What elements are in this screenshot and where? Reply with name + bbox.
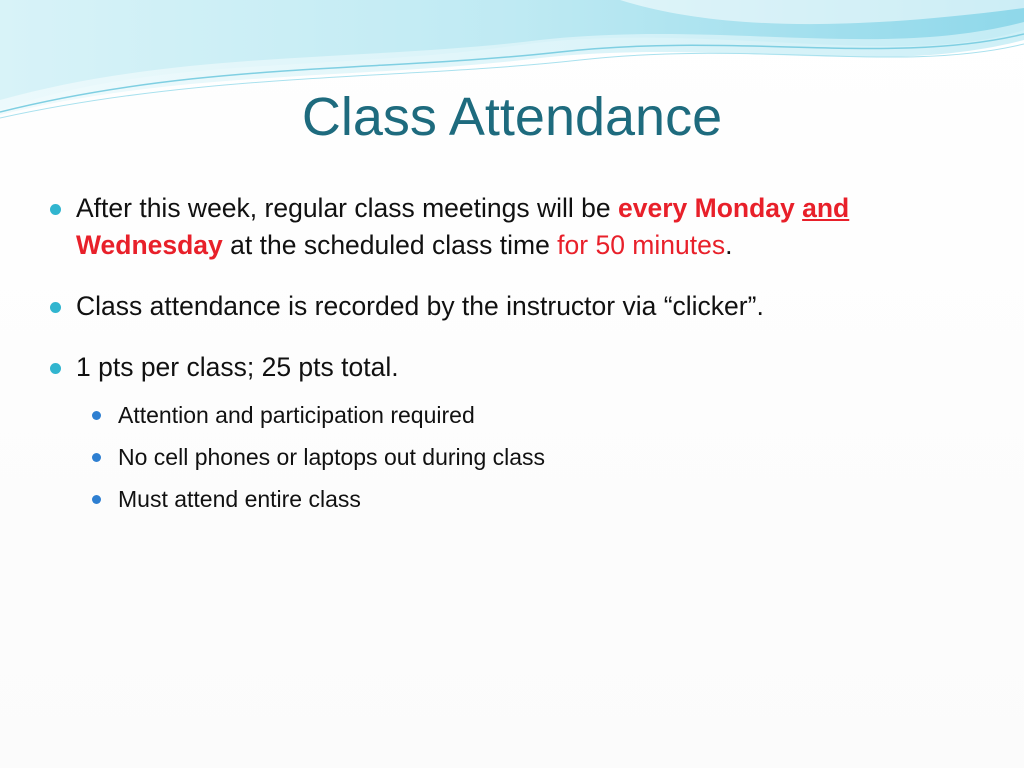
bullet-list: [48, 190, 988, 544]
schedule-text: After this week, regular class meetings will be: [76, 193, 618, 223]
emphasis-every-monday: every Monday: [618, 193, 795, 223]
bullet-dot-icon: [50, 363, 61, 374]
sub-bullet-item: [76, 478, 988, 520]
bullet-item-schedule: After this week, regular class meetings will be every Monday and Wednesday at the scheduled class time for 50 minutes.: [48, 190, 988, 264]
schedule-text-cont: at the scheduled class time: [222, 230, 558, 260]
bullet-dot-icon: [50, 204, 61, 215]
emphasis-duration: for 50 minutes: [557, 230, 726, 260]
sub-bullet-dot-icon: [92, 453, 101, 462]
sub-bullet-text: No cell phones or laptops out during class: [118, 444, 546, 470]
emphasis-wednesday: Wednesday: [76, 230, 223, 260]
sub-bullet-text: Attention and participation required: [118, 402, 475, 428]
points-text: 1 pts per class; 25 pts total.: [76, 352, 399, 382]
bullet-item-clicker: [48, 288, 988, 325]
clicker-text: Class attendance is recorded by the instructor via “clicker”.: [76, 291, 764, 321]
sub-bullet-item: [76, 394, 988, 436]
sub-bullet-list: [76, 394, 988, 520]
bullet-item-points: [48, 349, 988, 520]
bullet-dot-icon: [50, 302, 61, 313]
sub-bullet-text: Must attend entire class: [118, 486, 361, 512]
emphasis-and: and: [802, 193, 850, 223]
sub-bullet-dot-icon: [92, 411, 101, 420]
slide-title: Class Attendance: [301, 87, 723, 147]
sub-bullet-dot-icon: [92, 495, 101, 504]
sub-bullet-item: [76, 436, 988, 478]
